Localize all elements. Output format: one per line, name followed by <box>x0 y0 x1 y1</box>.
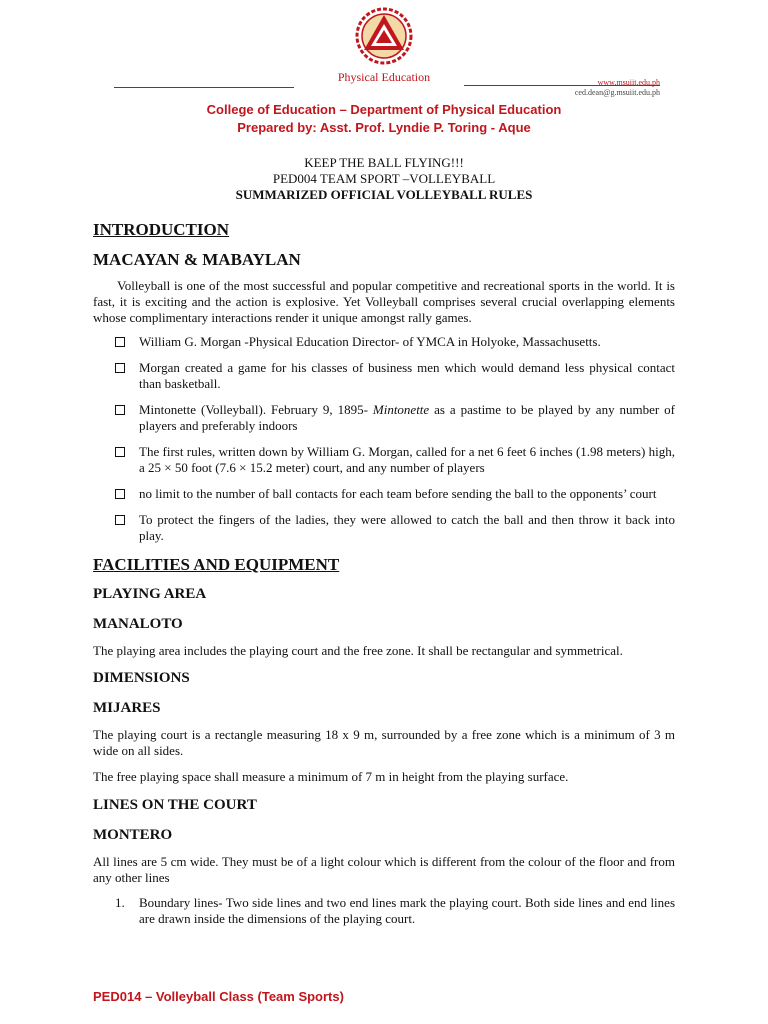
checkbox-bullet-icon <box>115 405 125 415</box>
subheading-playing-area: PLAYING AREA <box>93 586 207 602</box>
list-item <box>93 895 675 927</box>
document-body <box>93 219 675 927</box>
list-item <box>93 402 675 434</box>
list-item <box>93 360 675 392</box>
header-department-label: Physical Education <box>337 70 431 84</box>
header-rule-right <box>464 85 660 86</box>
checkbox-bullet-icon <box>115 489 125 499</box>
dimensions-text-2: The free playing space shall measure a minimum of 7 m in height from the playing surface. <box>93 769 569 784</box>
list-item-text: The first rules, written down by William G. Morgan, called for a net 6 feet 6 inches (1.98 meters) high, a 25 × 50 foot (7.6 × 15.2 meter) court, and any number of players <box>139 444 675 475</box>
header-email[interactable]: ced.dean@g.msuiit.edu.ph <box>574 88 660 97</box>
list-item-text: number of players and preferably indoors <box>139 402 676 433</box>
university-logo <box>352 6 416 66</box>
title-tagline: KEEP THE BALL FLYING!!! <box>304 155 464 170</box>
list-item-text: Boundary lines- Two side lines and two end lines mark the playing court. Both side lines and end lines are drawn inside the dimensions of the playing court. <box>139 895 675 926</box>
list-item <box>93 512 675 544</box>
lines-text: All lines are 5 cm wide. They must be of a light colour which is different from the colour of the floor and from any other lines <box>93 854 675 885</box>
list-item-text-italic: Mintonette <box>372 402 430 417</box>
college-line: College of Education – Department of Physical Education <box>206 102 562 117</box>
checkbox-bullet-icon <box>115 337 125 347</box>
college-block <box>0 101 768 137</box>
playing-area-text: The playing area includes the playing court and the free zone. It shall be rectangular and symmetrical. <box>93 643 623 658</box>
intro-authors: MACAYAN & MABAYLAN <box>93 250 301 269</box>
list-item <box>93 486 675 502</box>
page-footer: PED014 – Volleyball Class (Team Sports) <box>93 989 344 1004</box>
list-item-text: William G. Morgan -Physical Education Director- of YMCA in Holyoke, Massachusetts. <box>139 334 601 349</box>
dimensions-text-1: The playing court is a rectangle measuring 18 x 9 m, surrounded by a free zone which is a minimum of 3 m wide on all sides. <box>93 727 675 758</box>
numbered-list <box>93 895 675 927</box>
prepared-by: Prepared by: Asst. Prof. Lyndie P. Toring - Aque <box>237 120 531 135</box>
heading-facilities: FACILITIES AND EQUIPMENT <box>93 555 340 574</box>
list-item-number: 1. <box>115 895 125 910</box>
title-block <box>0 155 768 203</box>
title-course: PED004 TEAM SPORT –VOLLEYBALL <box>272 171 496 186</box>
header-website[interactable]: www.msuiit.edu.ph <box>597 78 660 87</box>
subheading-lines: LINES ON THE COURT <box>93 797 257 813</box>
playing-area-author: MANALOTO <box>93 616 183 632</box>
subheading-dimensions: DIMENSIONS <box>93 670 190 686</box>
list-item <box>93 444 675 476</box>
header-rule-left <box>114 87 294 88</box>
lines-author: MONTERO <box>93 827 173 843</box>
list-item-text: To protect the fingers of the ladies, they were allowed to catch the ball and then throw it back into play. <box>139 512 675 543</box>
dimensions-author: MIJARES <box>93 700 161 716</box>
checkbox-bullet-icon <box>115 363 125 373</box>
list-item-text-suffix: as a pastime to be played by any <box>429 402 615 417</box>
title-main: SUMMARIZED OFFICIAL VOLLEYBALL RULES <box>235 187 533 202</box>
checkbox-bullet-icon <box>115 515 125 525</box>
checkbox-bullet-icon <box>115 447 125 457</box>
list-item-text-prefix: Mintonette (Volleyball). February 9, 1895- <box>139 402 373 417</box>
intro-bullet-list <box>93 334 675 544</box>
list-item-text: Morgan created a game for his classes of business men which would demand less physical contact than basketball. <box>139 360 675 391</box>
intro-paragraph: Volleyball is one of the most successful and popular competitive and recreational sports in the world. It is fast, it is exciting and the action is explosive. Yet Volleyball comprises several crucial overlapping elements whose complimentary interactions render it unique amongst rally games. <box>93 278 675 325</box>
list-item <box>93 334 675 350</box>
heading-introduction: INTRODUCTION <box>93 220 230 239</box>
list-item-text: no limit to the number of ball contacts for each team before sending the ball to the opponents’ court <box>139 486 657 501</box>
